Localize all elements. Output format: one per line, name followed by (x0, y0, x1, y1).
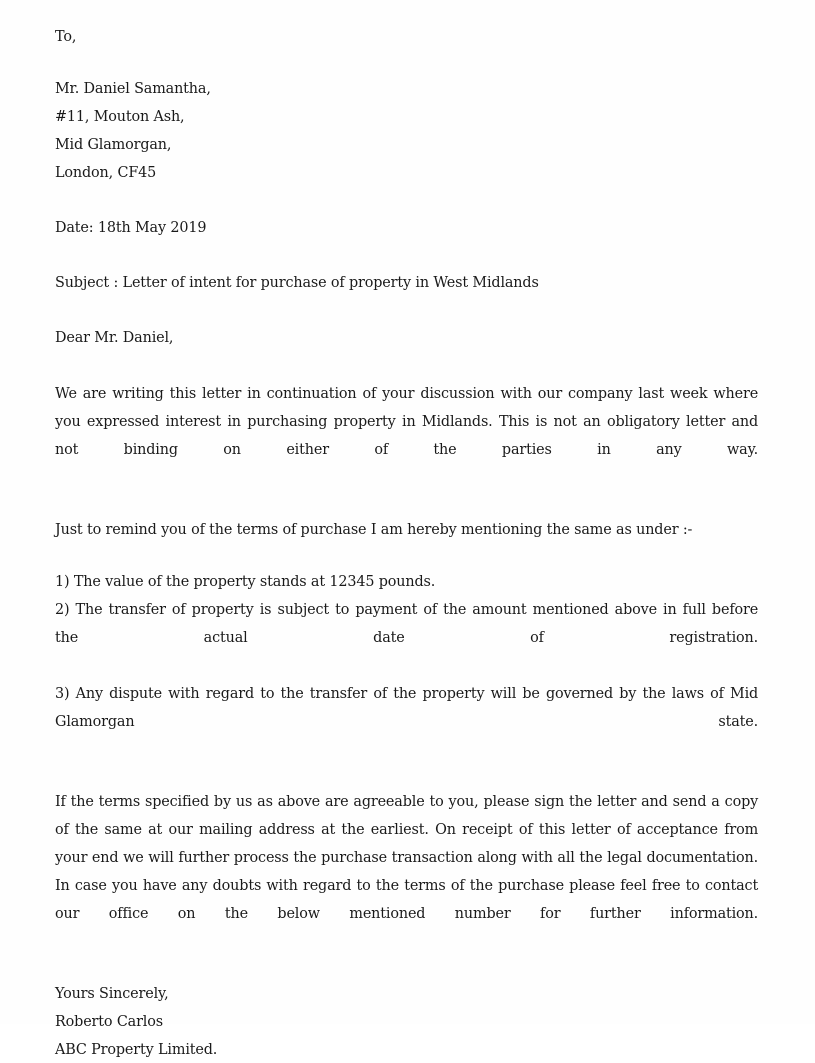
signature-sender-name: Roberto Carlos (55, 1012, 163, 1030)
signature-sender-company: ABC Property Limited. (55, 1040, 218, 1058)
spacer (55, 296, 758, 323)
subject-line: Subject : Letter of intent for purchase of property in West Midlands (55, 273, 539, 291)
terms-list-item: 2) The transfer of property is subject to payment of the amount mentioned above in full before the actual date of registration. (55, 600, 759, 646)
spacer (55, 955, 758, 979)
greeting: Dear Mr. Daniel, (55, 328, 174, 346)
paragraph-closing: If the terms specified by us as above are agreeable to you, please sign the letter and send a copy of the same at our mailing address at the earliest. On receipt of this letter of acceptance from your end we will further process the purchase transaction along with all the legal documentation. In case you have any doubts with regard to the terms of the purchase please feel free to contact our office on the below mentioned number for further information. (55, 792, 759, 922)
recipient-city-postcode: London, CF45 (55, 163, 157, 181)
spacer (55, 543, 758, 567)
salutation-to: To, (55, 27, 77, 45)
terms-list-item: 1) The value of the property stands at 12345 pounds. (55, 572, 436, 590)
paragraph-intro: We are writing this letter in continuation of your discussion with our company last week where you expressed interest in purchasing property in Midlands. This is not an obligatory letter and not binding on either of the parties in any way. (55, 384, 759, 458)
spacer (55, 491, 758, 515)
spacer (55, 351, 758, 379)
spacer (55, 763, 758, 787)
spacer (55, 186, 758, 213)
letter-body (55, 22, 758, 1063)
terms-list-item: 3) Any dispute with regard to the transfer of the property will be governed by the laws of Mid Glamorgan state. (55, 684, 759, 730)
spacer (55, 50, 758, 74)
recipient-street: #11, Mouton Ash, (55, 107, 185, 125)
date-line: Date: 18th May 2019 (55, 218, 207, 236)
spacer (55, 241, 758, 268)
terms-lead-in: Just to remind you of the terms of purchase I am hereby mentioning the same as under :- (55, 520, 693, 538)
recipient-county: Mid Glamorgan, (55, 135, 172, 153)
terms-list (55, 567, 758, 763)
recipient-name: Mr. Daniel Samantha, (55, 79, 211, 97)
signature-closing: Yours Sincerely, (55, 984, 169, 1002)
